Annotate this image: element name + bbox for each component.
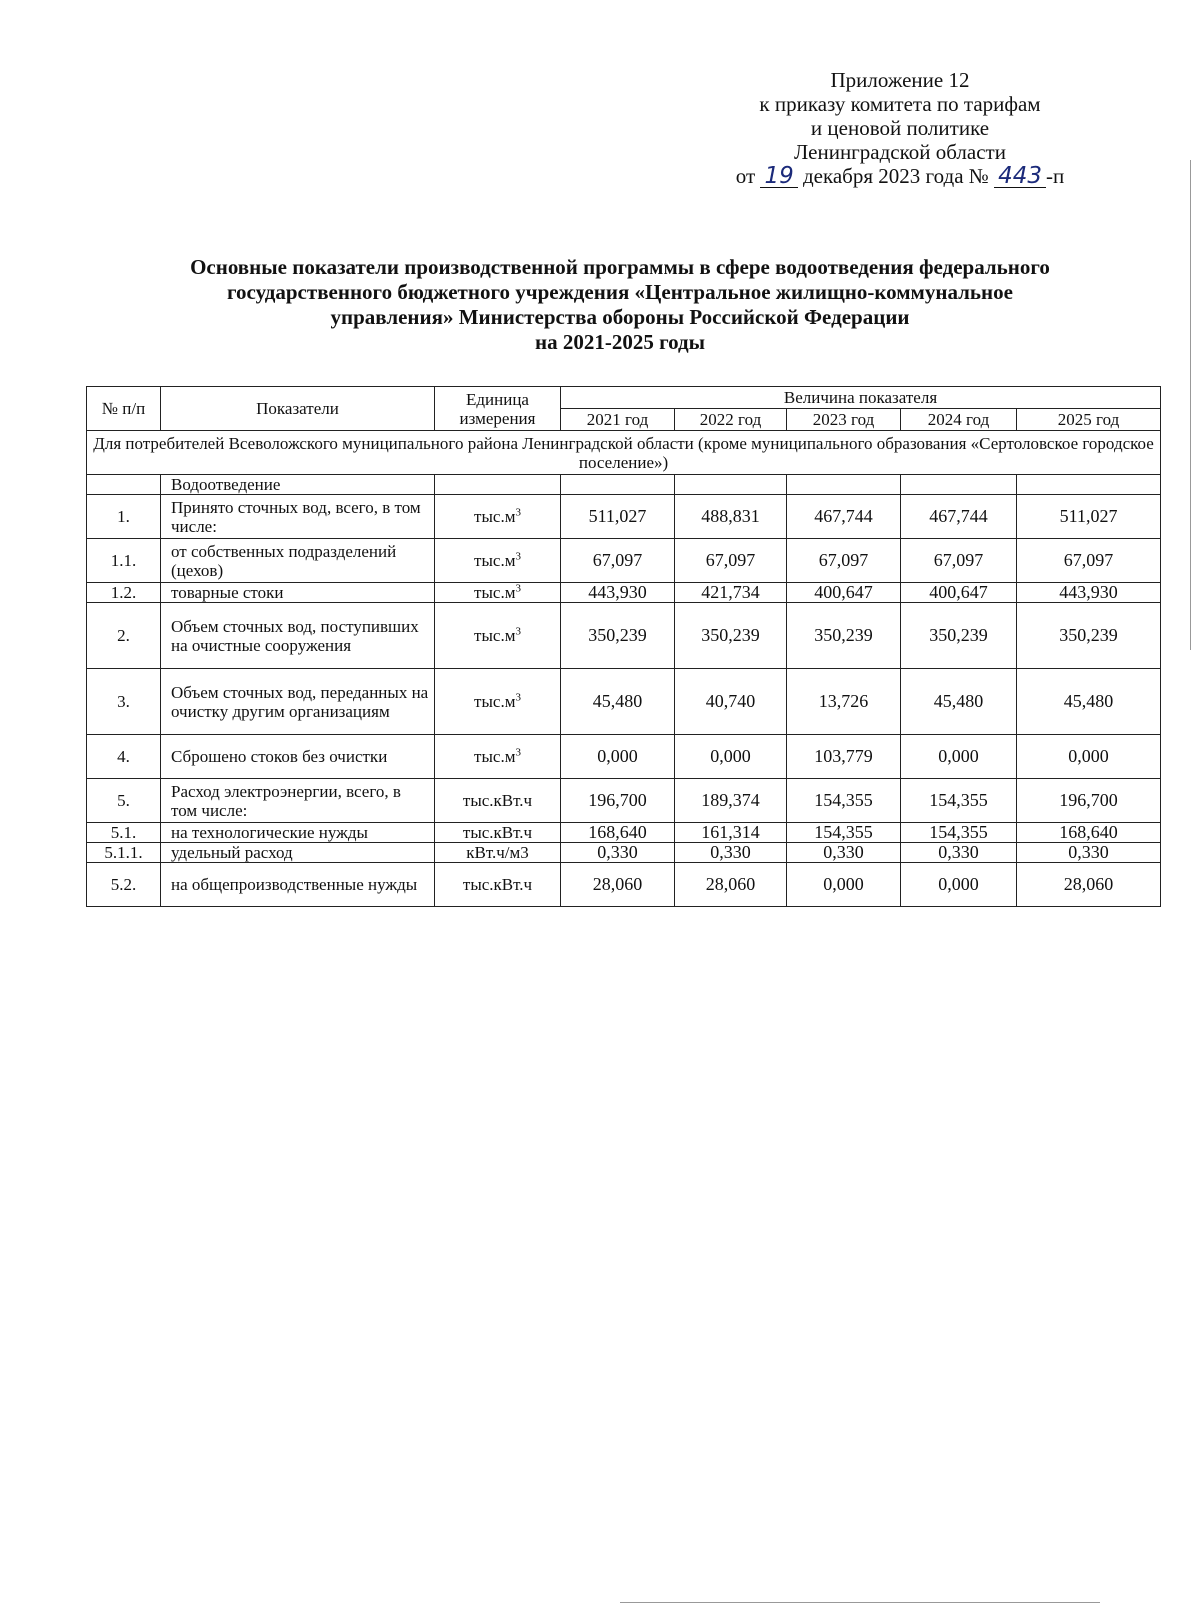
row-number: 5.1.1.: [87, 843, 161, 863]
table-row: [87, 583, 1161, 603]
unit-text: тыс.м: [474, 692, 516, 711]
table-row: [87, 863, 1161, 907]
row-value: 511,027: [561, 495, 675, 539]
section-empty-cell: [435, 475, 561, 495]
date-prefix: от: [735, 164, 756, 188]
row-value: 45,480: [901, 669, 1017, 735]
scan-edge-mark: [1190, 160, 1191, 650]
row-value: 350,239: [561, 603, 675, 669]
row-value: 443,930: [561, 583, 675, 603]
order-reference: к приказу комитета по тарифам: [759, 92, 1041, 116]
section-empty-cell: [787, 475, 901, 495]
row-value: 154,355: [901, 779, 1017, 823]
row-value: 467,744: [901, 495, 1017, 539]
table-row: [87, 495, 1161, 539]
row-indicator-name: на технологические нужды: [161, 823, 435, 843]
row-number: 1.: [87, 495, 161, 539]
row-unit: [435, 823, 561, 843]
row-value: 350,239: [901, 603, 1017, 669]
row-number: 5.2.: [87, 863, 161, 907]
title-line-1: Основные показатели производственной программы в сфере водоотведения федерального: [190, 255, 1050, 279]
appendix-header: [700, 68, 1100, 188]
row-value: 196,700: [1017, 779, 1161, 823]
header-value: Величина показателя: [561, 387, 1161, 409]
row-value: 40,740: [675, 669, 787, 735]
header-year: 2025 год: [1017, 409, 1161, 431]
row-unit: [435, 603, 561, 669]
unit-superscript: 3: [515, 746, 521, 759]
row-value: 0,000: [561, 735, 675, 779]
row-value: 45,480: [1017, 669, 1161, 735]
row-unit: [435, 779, 561, 823]
row-value: 0,000: [1017, 735, 1161, 779]
row-value: 400,647: [901, 583, 1017, 603]
row-indicator-name: товарные стоки: [161, 583, 435, 603]
row-unit: [435, 843, 561, 863]
section-empty-cell: [901, 475, 1017, 495]
region-line: Ленинградской области: [794, 140, 1006, 164]
section-num-cell: [87, 475, 161, 495]
row-indicator-name: от собственных подразделений (цехов): [161, 539, 435, 583]
row-value: 103,779: [787, 735, 901, 779]
unit-superscript: 3: [515, 582, 521, 595]
unit-text: тыс.кВт.ч: [462, 875, 533, 894]
header-unit-line-1: Единица: [466, 389, 529, 409]
row-value: 0,000: [901, 735, 1017, 779]
header-row-1: [87, 387, 1161, 409]
row-value: 0,330: [1017, 843, 1161, 863]
row-value: 488,831: [675, 495, 787, 539]
row-value: 350,239: [1017, 603, 1161, 669]
date-middle: декабря 2023 года №: [802, 164, 989, 188]
row-unit: [435, 735, 561, 779]
unit-text: тыс.м: [474, 626, 516, 645]
title-line-3: управления» Министерства обороны Российской Федерации: [330, 305, 910, 329]
row-value: 154,355: [787, 823, 901, 843]
header-year: 2021 год: [561, 409, 675, 431]
row-value: 168,640: [561, 823, 675, 843]
header-year: 2023 год: [787, 409, 901, 431]
row-unit: [435, 669, 561, 735]
row-value: 168,640: [1017, 823, 1161, 843]
handwritten-day: 19: [760, 165, 797, 188]
header-year: 2022 год: [675, 409, 787, 431]
section-label: Водоотведение: [161, 475, 435, 495]
row-indicator-name: Объем сточных вод, переданных на очистку другим организациям: [161, 669, 435, 735]
indicators-table: [86, 386, 1161, 907]
document-title: [80, 255, 1160, 355]
unit-superscript: 3: [515, 506, 521, 519]
row-indicator-name: на общепроизводственные нужды: [161, 863, 435, 907]
committee-line: и ценовой политике: [810, 116, 990, 140]
unit-text: тыс.м: [474, 551, 516, 570]
unit-text: кВт.ч/м3: [466, 843, 529, 862]
section-empty-cell: [561, 475, 675, 495]
row-number: 1.1.: [87, 539, 161, 583]
row-value: 0,000: [901, 863, 1017, 907]
unit-superscript: 3: [515, 550, 521, 563]
row-value: 45,480: [561, 669, 675, 735]
row-value: 67,097: [561, 539, 675, 583]
row-value: 28,060: [561, 863, 675, 907]
appendix-label: Приложение 12: [830, 68, 970, 92]
unit-text: тыс.м: [474, 583, 516, 602]
region-row: [87, 431, 1161, 475]
handwritten-order-number: 443: [994, 165, 1046, 188]
row-value: 196,700: [561, 779, 675, 823]
table-row: [87, 735, 1161, 779]
row-value: 67,097: [901, 539, 1017, 583]
row-number: 3.: [87, 669, 161, 735]
header-year: 2024 год: [901, 409, 1017, 431]
row-value: 350,239: [675, 603, 787, 669]
unit-superscript: 3: [515, 691, 521, 704]
row-value: 154,355: [787, 779, 901, 823]
row-indicator-name: Сброшено стоков без очистки: [161, 735, 435, 779]
table-row: [87, 779, 1161, 823]
table-row: [87, 823, 1161, 843]
section-empty-cell: [1017, 475, 1161, 495]
scan-edge-mark: [620, 1602, 1100, 1603]
row-value: 13,726: [787, 669, 901, 735]
row-value: 0,000: [787, 863, 901, 907]
row-value: 67,097: [787, 539, 901, 583]
row-indicator-name: удельный расход: [161, 843, 435, 863]
row-unit: [435, 863, 561, 907]
unit-superscript: 3: [515, 625, 521, 638]
region-cell: Для потребителей Всеволожского муниципального района Ленинградской области (кроме муниципального образования «Сертоловское городское поселение»): [87, 431, 1161, 475]
section-row: [87, 475, 1161, 495]
row-value: 154,355: [901, 823, 1017, 843]
table-row: [87, 669, 1161, 735]
row-value: 67,097: [1017, 539, 1161, 583]
row-unit: [435, 583, 561, 603]
unit-text: тыс.м: [474, 507, 516, 526]
table-row: [87, 843, 1161, 863]
row-number: 4.: [87, 735, 161, 779]
row-value: 443,930: [1017, 583, 1161, 603]
section-empty-cell: [675, 475, 787, 495]
header-unit-line-2: измерения: [459, 408, 536, 428]
row-indicator-name: Принято сточных вод, всего, в том числе:: [161, 495, 435, 539]
header-indicators: Показатели: [161, 387, 435, 431]
order-number-suffix: -п: [1045, 164, 1065, 188]
row-value: 467,744: [787, 495, 901, 539]
unit-text: тыс.кВт.ч: [462, 823, 533, 842]
row-value: 189,374: [675, 779, 787, 823]
row-value: 400,647: [787, 583, 901, 603]
table-body: [87, 387, 1161, 907]
order-date-line: [700, 164, 1100, 188]
row-value: 0,330: [787, 843, 901, 863]
row-value: 0,330: [561, 843, 675, 863]
row-value: 67,097: [675, 539, 787, 583]
title-line-4: на 2021-2025 годы: [534, 330, 706, 354]
row-value: 0,330: [675, 843, 787, 863]
row-value: 28,060: [1017, 863, 1161, 907]
row-value: 511,027: [1017, 495, 1161, 539]
row-number: 5.1.: [87, 823, 161, 843]
header-unit: [435, 387, 561, 431]
row-value: 0,330: [901, 843, 1017, 863]
table-row: [87, 603, 1161, 669]
row-number: 1.2.: [87, 583, 161, 603]
header-num: № п/п: [87, 387, 161, 431]
unit-text: тыс.кВт.ч: [462, 791, 533, 810]
unit-text: тыс.м: [474, 747, 516, 766]
title-line-2: государственного бюджетного учреждения «Центральное жилищно-коммунальное: [227, 280, 1013, 304]
row-value: 421,734: [675, 583, 787, 603]
table-row: [87, 539, 1161, 583]
row-value: 161,314: [675, 823, 787, 843]
row-indicator-name: Расход электроэнергии, всего, в том числе:: [161, 779, 435, 823]
row-value: 0,000: [675, 735, 787, 779]
row-unit: [435, 495, 561, 539]
row-number: 5.: [87, 779, 161, 823]
row-value: 28,060: [675, 863, 787, 907]
row-indicator-name: Объем сточных вод, поступивших на очистные сооружения: [161, 603, 435, 669]
row-unit: [435, 539, 561, 583]
row-value: 350,239: [787, 603, 901, 669]
row-number: 2.: [87, 603, 161, 669]
